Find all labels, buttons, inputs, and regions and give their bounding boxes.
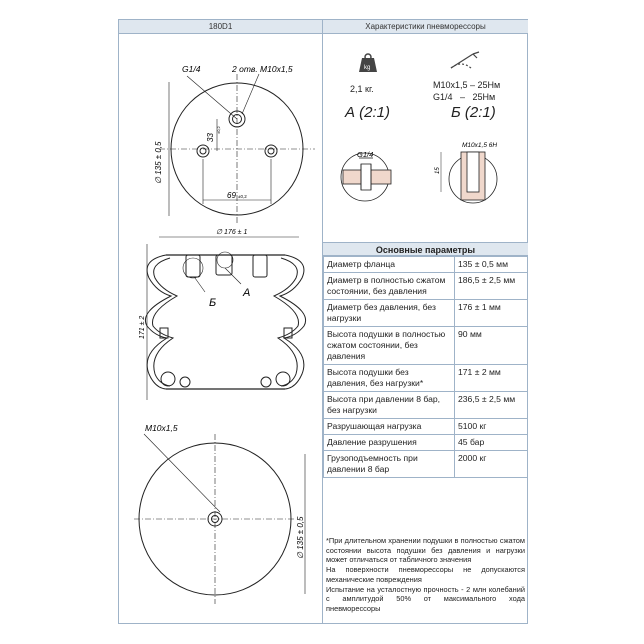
right-panel bbox=[323, 34, 528, 624]
param-row bbox=[324, 392, 528, 419]
top-view bbox=[159, 74, 315, 224]
param-name: Высота подушки в полностью сжатом состоянии, без давления bbox=[324, 327, 455, 365]
detail-b-dim: 15 bbox=[435, 167, 441, 174]
param-value: 2000 кг bbox=[455, 451, 528, 478]
param-value: 186,5 ± 2,5 мм bbox=[455, 273, 528, 300]
characteristics-graphics bbox=[323, 34, 528, 224]
note-damage: На поверхности пневморессоры не допускаются механические повреждения bbox=[326, 565, 525, 584]
param-row bbox=[324, 257, 528, 273]
param-value: 90 мм bbox=[455, 327, 528, 365]
side-height-dim: 171 ± 2 bbox=[139, 315, 146, 339]
param-value: 176 ± 1 мм bbox=[455, 300, 528, 327]
detail-b-label: M10x1,5 6H bbox=[462, 142, 498, 149]
param-name: Давление разрушения bbox=[324, 435, 455, 451]
param-name: Диаметр без давления, без нагрузки bbox=[324, 300, 455, 327]
detail-a-drawing bbox=[341, 153, 391, 201]
dim-69-tol: ±0,2 bbox=[238, 194, 247, 199]
label-b: Б bbox=[209, 297, 217, 309]
param-name: Диаметр фланца bbox=[324, 257, 455, 273]
weight-value: 2,1 кг. bbox=[350, 84, 374, 94]
detail-a-title: А (2:1) bbox=[345, 104, 391, 121]
param-row bbox=[324, 273, 528, 300]
param-row bbox=[324, 451, 528, 478]
param-value: 45 бар bbox=[455, 435, 528, 451]
bottom-thread-label: M10x1,5 bbox=[145, 423, 178, 433]
model-header: 180D1 bbox=[119, 20, 323, 34]
notes bbox=[323, 534, 528, 616]
g14-label: G1/4 bbox=[182, 64, 201, 74]
dim-33: 33 bbox=[206, 133, 215, 142]
detail-b-drawing bbox=[441, 152, 497, 203]
datasheet bbox=[118, 19, 528, 624]
svg-text:kg: kg bbox=[364, 65, 371, 71]
param-name: Высота подушки без давления, без нагрузки* bbox=[324, 365, 455, 392]
param-name: Диаметр в полностью сжатом состоянии, без давления bbox=[324, 273, 455, 300]
param-row bbox=[324, 327, 528, 365]
side-view bbox=[145, 237, 305, 400]
kg-weight-icon bbox=[359, 54, 377, 72]
param-name: Разрушающая нагрузка bbox=[324, 419, 455, 435]
param-row bbox=[324, 419, 528, 435]
param-row bbox=[324, 435, 528, 451]
param-name: Высота при давлении 8 бар, без нагрузки bbox=[324, 392, 455, 419]
params-table bbox=[323, 256, 528, 478]
params-title: Основные параметры bbox=[323, 242, 528, 256]
param-value: 171 ± 2 мм bbox=[455, 365, 528, 392]
param-value: 135 ± 0,5 мм bbox=[455, 257, 528, 273]
param-row bbox=[324, 300, 528, 327]
dim-33-tol: ±0,2 bbox=[216, 126, 221, 134]
holes-label: 2 отв. M10x1,5 bbox=[232, 64, 293, 74]
side-width-dim: ∅ 176 ± 1 bbox=[216, 229, 248, 236]
detail-b-title: Б (2:1) bbox=[451, 104, 496, 121]
label-a: А bbox=[243, 287, 251, 299]
detail-a-label: G1/4 bbox=[357, 150, 374, 159]
drawings-panel bbox=[119, 34, 323, 624]
bottom-view bbox=[134, 434, 305, 604]
characteristics-area bbox=[323, 34, 528, 224]
note-fatigue: Испытание на усталостную прочность - 2 млн колебаний с амплитудой 50% от максимального хода пневморессоры bbox=[326, 584, 525, 613]
torque-values: M10x1,5 – 25Нм G1/4 – 25Нм bbox=[433, 80, 501, 102]
param-row bbox=[324, 365, 528, 392]
bottom-diameter: ∅ 135 ± 0,5 bbox=[296, 516, 305, 559]
param-value: 236,5 ± 2,5 мм bbox=[455, 392, 528, 419]
note-storage: *При длительном хранении подушки в полностью сжатом состоянии высота подушки без давления и нагрузки может отличаться от табличного значения bbox=[326, 536, 525, 565]
characteristics-header: Характеристики пневморессоры bbox=[323, 20, 528, 34]
top-diameter: ∅ 135 ± 0,5 bbox=[154, 141, 163, 184]
dim-69: 69 bbox=[227, 191, 236, 200]
param-value: 5100 кг bbox=[455, 419, 528, 435]
wrench-icon bbox=[451, 52, 479, 68]
param-name: Грузоподъемность при давлении 8 бар bbox=[324, 451, 455, 478]
technical-drawing bbox=[119, 34, 323, 624]
